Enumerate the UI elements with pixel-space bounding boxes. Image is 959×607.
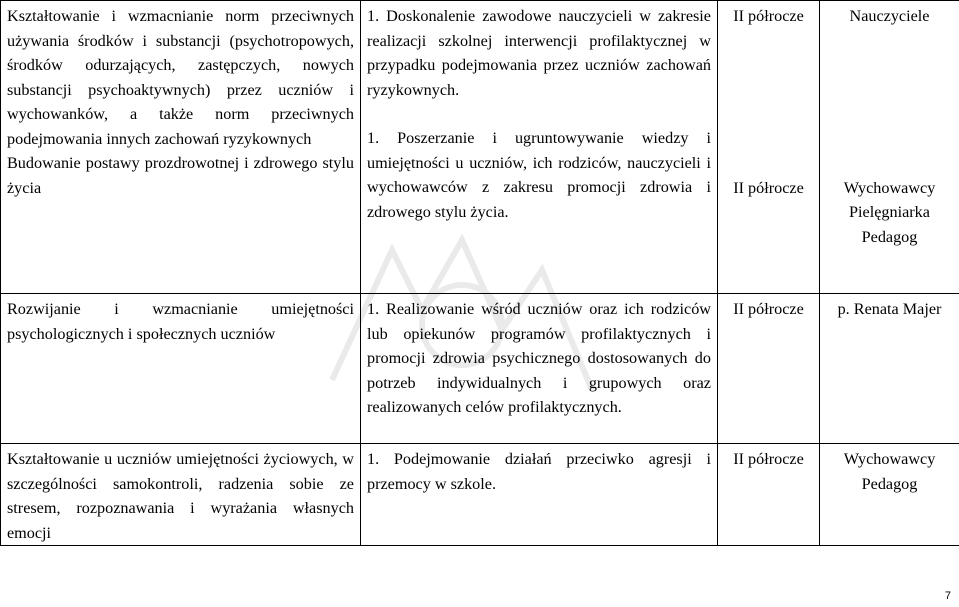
responsible-text: Pedagog	[861, 474, 918, 493]
task-cell	[361, 294, 718, 444]
responsible-cell	[820, 294, 959, 444]
responsible-text: Pedagog	[861, 227, 918, 246]
responsible-text: p. Renata Majer	[837, 300, 942, 318]
term-text: II półrocze	[733, 7, 804, 25]
table-row	[1, 444, 959, 546]
responsible-cell	[820, 444, 959, 546]
goal-text: Budowanie postawy prozdrowotnej i zdrowego stylu życia	[7, 154, 354, 197]
term-cell	[718, 294, 820, 444]
table-row	[1, 1, 959, 294]
task-cell	[361, 1, 718, 294]
goal-cell	[1, 1, 361, 294]
table-row	[1, 294, 959, 444]
task-text: 1. Realizowanie wśród uczniów oraz ich rodziców lub opiekunów programów profilaktycznych i promocji zdrowia psychicznego dostosowanych do potrzeb indywidualnych i grupowych oraz realizowanych celów profilaktycznych.	[367, 300, 711, 416]
responsible-text: Pielęgniarka	[849, 203, 930, 221]
responsible-cell	[820, 1, 959, 294]
task-cell	[361, 444, 718, 546]
goal-cell	[1, 294, 361, 444]
responsible-text: Nauczyciele	[849, 7, 930, 25]
responsible-text: Wychowawcy	[843, 178, 936, 197]
term-text: II półrocze	[733, 450, 804, 468]
term-text: II półrocze	[733, 300, 804, 318]
task-text: 1. Podejmowanie działań przeciwko agresji i przemocy w szkole.	[367, 450, 711, 493]
goal-text: Kształtowanie i wzmacnianie norm przeciwnych używania środków i substancji (psychotropowych, środków odurzających, zastępczych, nowych substancji psychoaktywnych) przez uczniów i wychowanków, a także norm przeciwnych podejmowania innych zachowań ryzykownych	[7, 7, 354, 148]
page-number: 7	[944, 590, 951, 602]
term-cell	[718, 444, 820, 546]
term-text: II półrocze	[733, 178, 804, 197]
task-text: 1. Poszerzanie i ugruntowywanie wiedzy i umiejętności u uczniów, ich rodziców, nauczycieli i wychowawców z zakresu promocji zdrowia i zdrowego stylu życia.	[367, 129, 711, 221]
term-cell	[718, 1, 820, 294]
responsible-text: Wychowawcy	[843, 450, 936, 468]
goal-cell	[1, 444, 361, 546]
task-text: 1. Doskonalenie zawodowe nauczycieli w zakresie realizacji szkolnej interwencji profilaktycznej w przypadku podejmowania przez uczniów zachowań ryzykownych.	[367, 7, 711, 99]
goal-text: Kształtowanie u uczniów umiejętności życiowych, w szczególności samokontroli, radzenia sobie ze stresem, rozpoznawania i wyrażania własnych emocji	[7, 450, 354, 542]
goal-text: Rozwijanie i wzmacnianie umiejętności psychologicznych i społecznych uczniów	[7, 300, 354, 343]
